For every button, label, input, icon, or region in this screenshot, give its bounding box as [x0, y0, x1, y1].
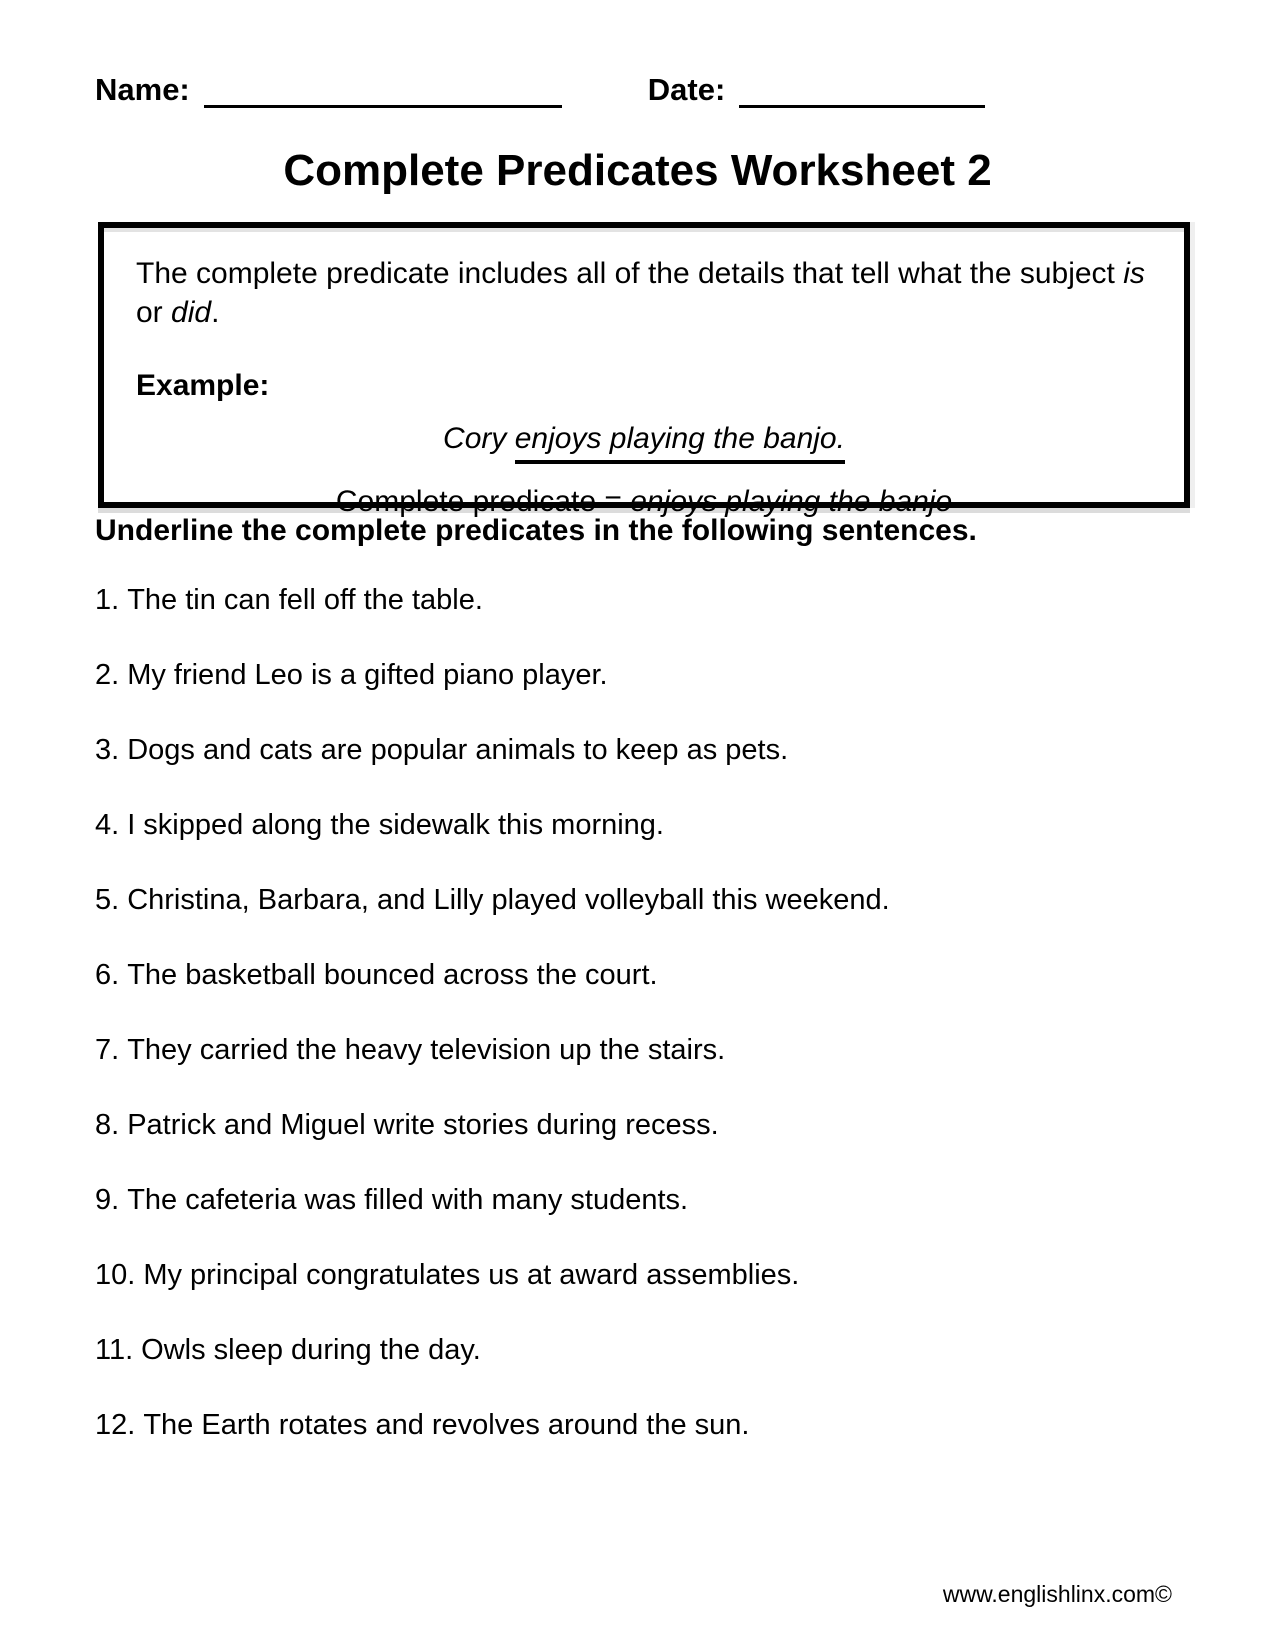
sentence-text: The basketball bounced across the court. [127, 959, 658, 991]
example-sentence [136, 419, 1152, 464]
sentence-number: 10. [95, 1259, 136, 1291]
date-blank-line [739, 70, 985, 108]
definition-middle: or [136, 296, 172, 329]
sentence-text: Dogs and cats are popular animals to keep as pets. [127, 734, 789, 766]
sentence-text: I skipped along the sidewalk this morning. [127, 809, 664, 841]
sentence-number: 2. [95, 659, 120, 691]
example-box [98, 222, 1190, 518]
sentence-item [95, 809, 1195, 884]
sentence-text: The Earth rotates and revolves around the sun. [143, 1409, 750, 1441]
date-label: Date: [647, 72, 726, 107]
sentence-text: Christina, Barbara, and Lilly played volleyball this weekend. [127, 884, 890, 916]
sentence-item [95, 659, 1195, 734]
sentence-number: 3. [95, 734, 120, 766]
sentence-number: 12. [95, 1409, 136, 1441]
example-underlined-predicate: enjoys playing the banjo. [515, 419, 845, 464]
sentence-text: My friend Leo is a gifted piano player. [127, 659, 608, 691]
sentence-number: 5. [95, 884, 120, 916]
sentence-item [95, 1409, 1195, 1484]
sentence-number: 9. [95, 1184, 120, 1216]
definition-did-word: did [171, 296, 212, 329]
definition-is-word: is [1123, 257, 1145, 290]
sentence-item [95, 1334, 1195, 1409]
sentence-text: They carried the heavy television up the stairs. [127, 1034, 726, 1066]
header-row [95, 70, 1190, 108]
sentence-number: 7. [95, 1034, 120, 1066]
sentence-number: 11. [95, 1334, 134, 1366]
sentence-item [95, 734, 1195, 809]
definition-prefix: The complete predicate includes all of the details that tell what the subject [136, 257, 1124, 290]
sentence-item [95, 1034, 1195, 1109]
answer-prefix: Complete predicate = [335, 485, 631, 518]
example-subject: Cory [443, 422, 515, 455]
sentence-item [95, 1109, 1195, 1184]
sentence-item [95, 1259, 1195, 1334]
page-title: Complete Predicates Worksheet 2 [283, 146, 992, 195]
sentence-text: Patrick and Miguel write stories during recess. [127, 1109, 719, 1141]
sentence-list [95, 584, 1195, 1484]
name-label: Name: [95, 72, 190, 107]
sentence-item [95, 959, 1195, 1034]
footer-site-text: www.englishlinx.com© [942, 1581, 1172, 1607]
instruction-text: Underline the complete predicates in the following sentences. [95, 514, 977, 547]
sentence-text: My principal congratulates us at award assemblies. [143, 1259, 800, 1291]
sentence-number: 1. [95, 584, 120, 616]
definition-text [136, 254, 1146, 332]
sentence-item [95, 1184, 1195, 1259]
sentence-text: The cafeteria was filled with many students. [127, 1184, 689, 1216]
sentence-number: 4. [95, 809, 120, 841]
answer-predicate: enjoys playing the banjo [630, 485, 953, 518]
name-blank-line [204, 70, 562, 108]
definition-period: . [211, 296, 220, 329]
sentence-text: Owls sleep during the day. [141, 1334, 481, 1366]
sentence-number: 6. [95, 959, 120, 991]
sentence-item [95, 584, 1195, 659]
sentence-number: 8. [95, 1109, 120, 1141]
sentence-text: The tin can fell off the table. [127, 584, 483, 616]
sentence-item [95, 884, 1195, 959]
example-label: Example: [136, 369, 270, 402]
